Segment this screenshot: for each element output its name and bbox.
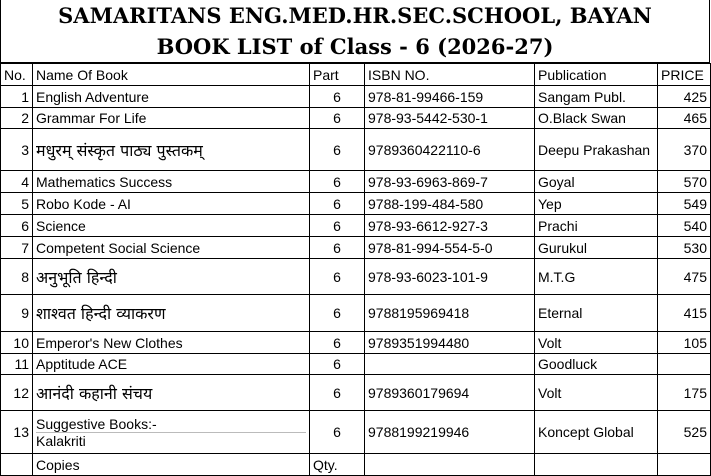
book-price: 425 — [658, 86, 711, 108]
book-part: 6 — [310, 295, 365, 332]
column-header-part: Part — [310, 64, 365, 86]
book-part: 6 — [310, 129, 365, 171]
book-name: मधुरम् संस्कृत पाठ्य पुस्तकम् — [33, 129, 310, 171]
book-isbn: 978-93-6023-101-9 — [365, 259, 535, 295]
book-name: Grammar For Life — [33, 108, 310, 129]
book-publication: Gurukul — [535, 237, 658, 259]
row-no: 5 — [1, 193, 33, 215]
book-isbn — [365, 354, 535, 375]
book-table — [0, 63, 711, 476]
column-header-price: PRICE — [658, 64, 711, 86]
column-header-no: No. — [1, 64, 33, 86]
book-price: 530 — [658, 237, 711, 259]
book-publication: Koncept Global — [535, 411, 658, 454]
table-row — [1, 411, 711, 454]
book-isbn: 9788195969418 — [365, 295, 535, 332]
book-price: 540 — [658, 215, 711, 237]
book-part: 6 — [310, 193, 365, 215]
row-no: 7 — [1, 237, 33, 259]
book-isbn: 9788199219946 — [365, 411, 535, 454]
book-part: 6 — [310, 86, 365, 108]
row-no: 1 — [1, 86, 33, 108]
book-publication: Sangam Publ. — [535, 86, 658, 108]
footer-publication — [535, 454, 658, 476]
row-no: 11 — [1, 354, 33, 375]
row-no: 3 — [1, 129, 33, 171]
book-name: शाश्वत हिन्दी व्याकरण — [33, 295, 310, 332]
row-no: 9 — [1, 295, 33, 332]
book-part: 6 — [310, 215, 365, 237]
footer-isbn — [365, 454, 535, 476]
book-part: 6 — [310, 411, 365, 454]
table-row — [1, 259, 711, 295]
book-name: Apptitude ACE — [33, 354, 310, 375]
book-price: 549 — [658, 193, 711, 215]
row-no: 10 — [1, 332, 33, 354]
footer-row — [1, 454, 711, 476]
table-row — [1, 237, 711, 259]
table-header-row — [1, 64, 711, 86]
book-part: 6 — [310, 171, 365, 193]
column-header-isbn: ISBN NO. — [365, 64, 535, 86]
book-isbn: 9789351994480 — [365, 332, 535, 354]
book-list-title: BOOK LIST of Class - 6 (2026-27) — [0, 31, 710, 63]
book-publication: M.T.G — [535, 259, 658, 295]
book-publication: Goyal — [535, 171, 658, 193]
book-part: 6 — [310, 332, 365, 354]
book-price: 525 — [658, 411, 711, 454]
book-isbn: 9788-199-484-580 — [365, 193, 535, 215]
row-no: 13 — [1, 411, 33, 454]
row-no: 8 — [1, 259, 33, 295]
row-no: 4 — [1, 171, 33, 193]
footer-qty-label: Qty. — [310, 454, 365, 476]
book-name: अनुभूति हिन्दी — [33, 259, 310, 295]
footer-no — [1, 454, 33, 476]
book-price: 370 — [658, 129, 711, 171]
book-publication: Volt — [535, 332, 658, 354]
table-row — [1, 215, 711, 237]
row-no: 12 — [1, 375, 33, 411]
footer-price — [658, 454, 711, 476]
table-row — [1, 354, 711, 375]
row-no: 2 — [1, 108, 33, 129]
book-part: 6 — [310, 108, 365, 129]
book-publication: O.Black Swan — [535, 108, 658, 129]
book-name: Competent Social Science — [33, 237, 310, 259]
table-row — [1, 129, 711, 171]
table-row — [1, 375, 711, 411]
book-part: 6 — [310, 259, 365, 295]
book-name-line2: Kalakriti — [36, 432, 306, 449]
book-publication: Yep — [535, 193, 658, 215]
table-row — [1, 171, 711, 193]
book-name: Emperor's New Clothes — [33, 332, 310, 354]
book-price: 105 — [658, 332, 711, 354]
row-no: 6 — [1, 215, 33, 237]
book-name — [33, 411, 310, 454]
book-publication: Prachi — [535, 215, 658, 237]
book-price: 415 — [658, 295, 711, 332]
book-isbn: 978-93-5442-530-1 — [365, 108, 535, 129]
school-name: SAMARITANS ENG.MED.HR.SEC.SCHOOL, BAYAN — [0, 0, 710, 31]
book-part: 6 — [310, 375, 365, 411]
book-price: 475 — [658, 259, 711, 295]
column-header-name: Name Of Book — [33, 64, 310, 86]
book-isbn: 978-93-6963-869-7 — [365, 171, 535, 193]
column-header-publication: Publication — [535, 64, 658, 86]
table-row — [1, 332, 711, 354]
book-name: English Adventure — [33, 86, 310, 108]
book-isbn: 9789360179694 — [365, 375, 535, 411]
book-publication: Eternal — [535, 295, 658, 332]
footer-copies-label: Copies — [33, 454, 310, 476]
book-price: 175 — [658, 375, 711, 411]
book-name: Mathematics Success — [33, 171, 310, 193]
book-isbn: 9789360422110-6 — [365, 129, 535, 171]
book-price — [658, 354, 711, 375]
book-name: Science — [33, 215, 310, 237]
book-isbn: 978-81-994-554-5-0 — [365, 237, 535, 259]
table-row — [1, 86, 711, 108]
book-part: 6 — [310, 237, 365, 259]
book-price: 465 — [658, 108, 711, 129]
table-row — [1, 108, 711, 129]
book-name: Robo Kode - AI — [33, 193, 310, 215]
book-publication: Goodluck — [535, 354, 658, 375]
book-publication: Volt — [535, 375, 658, 411]
book-part: 6 — [310, 354, 365, 375]
book-name-line1: Suggestive Books:- — [36, 415, 157, 432]
book-isbn: 978-81-99466-159 — [365, 86, 535, 108]
book-publication: Deepu Prakashan — [535, 129, 658, 171]
book-isbn: 978-93-6612-927-3 — [365, 215, 535, 237]
table-row — [1, 295, 711, 332]
book-name: आनंदी कहानी संचय — [33, 375, 310, 411]
table-row — [1, 193, 711, 215]
book-price: 570 — [658, 171, 711, 193]
